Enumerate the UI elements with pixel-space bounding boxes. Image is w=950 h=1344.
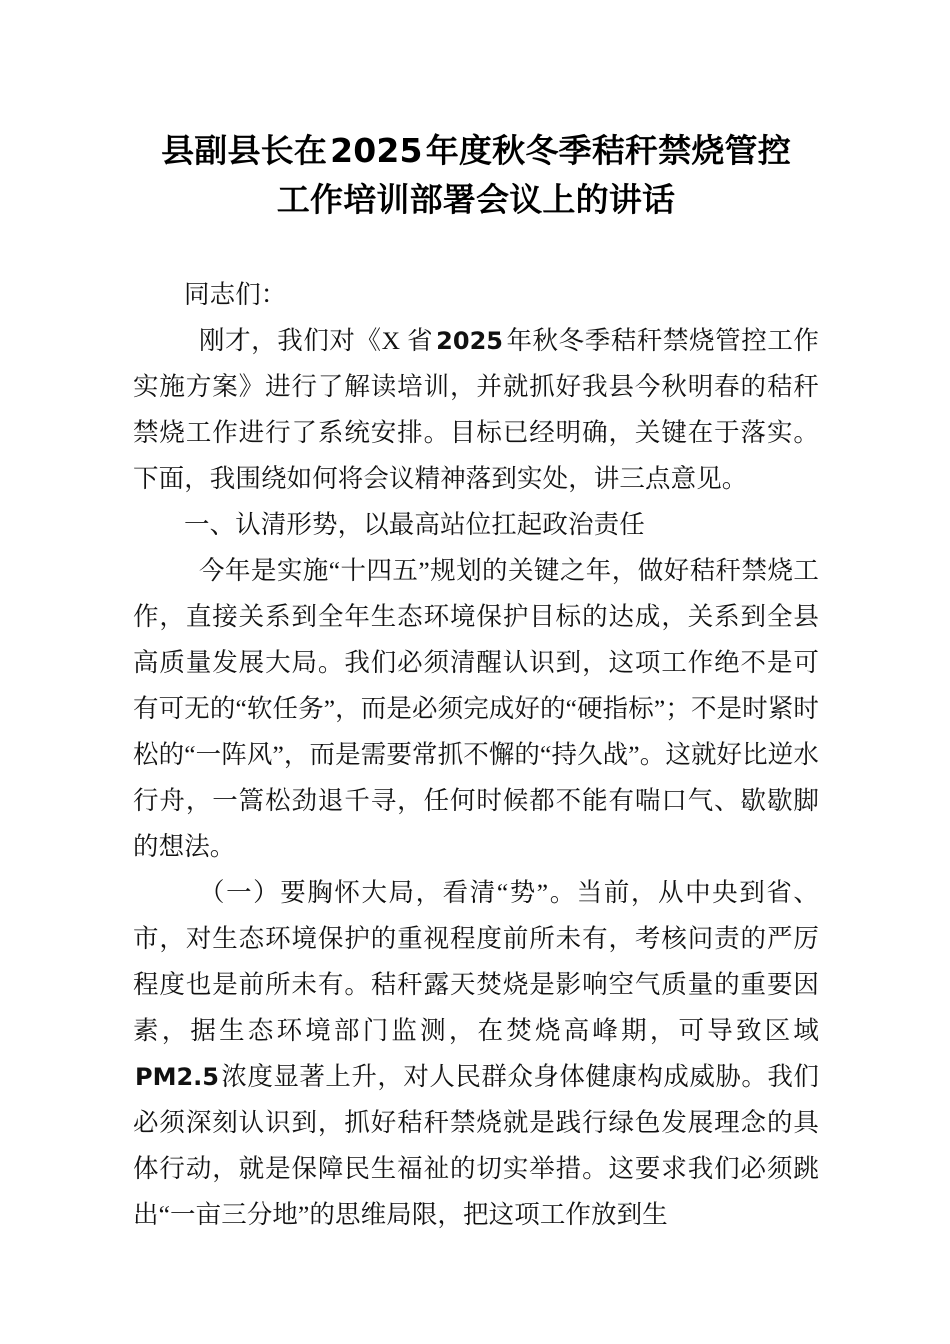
opening-paragraph [133, 318, 819, 502]
page-title-line-1 [133, 126, 819, 175]
subsection-1-paragraph [133, 870, 819, 1238]
opening-paragraph-text-b: 年秋冬季秸秆禁烧管控工作实施方案》进行了解读培训，并就抓好我县今秋明春的秸秆禁烧工作进行了系统安排。目标已经明确，关键在于落实。下面，我围绕如何将会议精神落到实处，讲三点意见。 [133, 326, 819, 493]
subsection-1-text-a: （一）要胸怀大局，看清“势”。当前，从中央到省、市，对生态环境保护的重视程度前所未有，考核问责的严厉程度也是前所未有。秸秆露天焚烧是影响空气质量的重要因素，据生态环境部门监测，在焚烧高峰期，可导致区域 [133, 878, 819, 1045]
document-body [133, 224, 819, 1238]
page-title-line-2: 工作培训部署会议上的讲话 [276, 180, 676, 219]
opening-paragraph-year: 2025 [436, 327, 503, 355]
section-heading-1: 一、认清形势，以最高站位扛起政治责任 [184, 510, 645, 539]
page-title-line-1-text-b: 年度秋冬季秸秆禁烧管控 [425, 131, 791, 170]
subsection-1-text-b: 浓度显著上升，对人民群众身体健康构成威胁。我们必须深刻认识到，抓好秸秆禁烧就是践行绿色发展理念的具体行动，就是保障民生福祉的切实举措。这要求我们必须跳出“一亩三分地”的思维局限，把这项工作放到生 [133, 1062, 819, 1229]
document-content [133, 0, 819, 1238]
page-title [133, 0, 819, 224]
salutation-paragraph: 同志们： [184, 280, 287, 309]
opening-paragraph-text-a: 刚才，我们对《X 省 [199, 326, 434, 355]
page-title-line-1-text-a: 县副县长在 [161, 131, 328, 170]
section-1-paragraph-1: 今年是实施“十四五”规划的关键之年，做好秸秆禁烧工作，直接关系到全年生态环境保护目标的达成，关系到全县高质量发展大局。我们必须清醒认识到，这项工作绝不是可有可无的“软任务”，而是必须完成好的“硬指标”；不是时紧时松的“一阵风”，而是需要常抓不懈的“持久战”。这就好比逆水行舟，一篙松劲退千寻，任何时候都不能有喘口气、歇歇脚的想法。 [133, 556, 819, 861]
pm25-metric-label: PM2.5 [135, 1063, 219, 1091]
page-title-year: 2025 [330, 131, 423, 170]
